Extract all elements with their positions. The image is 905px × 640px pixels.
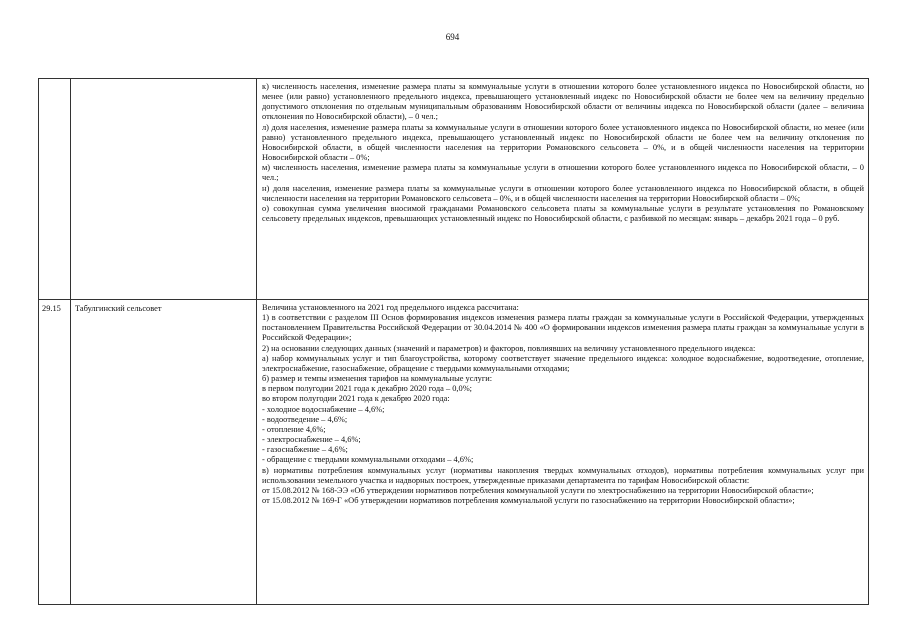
paragraph: в) нормативы потребления коммунальных услуг (нормативы накопления твердых коммунальных отходов), нормативы потребления коммунальных услуг при использовании земельного участка и надворных построек, утвержденные приказами департамента по тарифам Новосибирской области:	[262, 465, 864, 485]
paragraph: - водоотведение – 4,6%;	[262, 414, 348, 424]
paragraph: о) совокупная сумма увеличения вносимой гражданами Романовского сельсовета платы за коммунальные услуги в результате установления по Романовскому сельсовету предельных индексов, превышающих установленный индекс по Новосибирской области, с разбивкой по месяцам: январь – декабрь 2021 года – 0 руб.	[262, 203, 864, 224]
paragraph: 1) в соответствии с разделом III Основ формирования индексов изменения размера платы граждан за коммунальные услуги в Российской Федерации, утвержденных постановлением Правительства Российской Федерации от 30.04.2014 № 400 «О формировании индексов изменения размера платы граждан за коммунальные услуги в Российской Федерации»;	[262, 313, 864, 343]
paragraph: - обращение с твердыми коммунальными отходами – 4,6%;	[262, 455, 474, 465]
paragraph: во втором полугодии 2021 года к декабрю 2020 года:	[262, 394, 450, 404]
municipality-name	[71, 79, 256, 83]
table-row	[39, 300, 869, 605]
paragraph: Величина установленного на 2021 год предельного индекса рассчитана:	[262, 303, 519, 312]
description-cell	[257, 300, 869, 605]
paragraph: 2) на основании следующих данных (значений и параметров) и факторов, повлиявших на величину установленного предельного индекса:	[262, 343, 756, 353]
paragraph: л) доля населения, изменение размера платы за коммунальные услуги в отношении которого более установленного индекса по Новосибирской области, но менее (или равно) установленного предельного индекса, превышающего установленный индекс по Новосибирской области не более чем на величину отклонения по Новосибирской области, в общей численности населения на территории Романовского сельсовета – 0%, и в общей численности населения на территории Новосибирской области – 0%;	[262, 122, 864, 163]
description-cell	[257, 79, 869, 300]
paragraph: от 15.08.2012 № 168-ЭЭ «Об утверждении нормативов потребления коммунальной услуги по электроснабжению на территории Новосибирской области»;	[262, 485, 814, 495]
municipality-name: Табулгинский сельсовет	[75, 304, 162, 313]
paragraph: н) доля населения, изменение размера платы за коммунальные услуги в отношении которого более установленного индекса по Новосибирской области, в общей численности населения на территории Романовского сельсовета – 0%, и в общей численности населения на территории Новосибирской области – 0%;	[262, 183, 864, 203]
paragraph: в первом полугодии 2021 года к декабрю 2020 года – 0,0%;	[262, 384, 472, 394]
paragraph: м) численность населения, изменение размера платы за коммунальные услуги в отношении которого более установленного индекса по Новосибирской области, – 0 чел.;	[262, 163, 864, 183]
row-number: 29.15	[42, 304, 61, 313]
paragraph: б) размер и темпы изменения тарифов на коммунальные услуги:	[262, 374, 493, 384]
paragraph: а) набор коммунальных услуг и тип благоустройства, которому соответствует значение предельного индекса: холодное водоснабжение, водоотведение, отопление, электроснабжение, газоснабжение, обращение с твердыми коммунальными отходами;	[262, 353, 864, 373]
index-table	[38, 78, 869, 605]
table-row	[39, 79, 869, 300]
paragraph: - холодное водоснабжение – 4,6%;	[262, 404, 385, 414]
paragraph: от 15.08.2012 № 169-Г «Об утверждении нормативов потребления коммунальной услуги по газоснабжению на территории Новосибирской области»;	[262, 495, 795, 505]
page-number: 694	[445, 32, 460, 42]
municipality-cell	[71, 300, 257, 605]
paragraph: - газоснабжение – 4,6%;	[262, 445, 348, 455]
row-number-cell	[39, 79, 71, 300]
row-number-cell	[39, 300, 71, 605]
paragraph: к) численность населения, изменение размера платы за коммунальные услуги в отношении которого более установленного индекса по Новосибирской области, но менее (или равно) установленного предельного индекса, превышающего установленный индекс по Новосибирской области не более чем на величину предельно допустимого отклонения по отдельным муниципальным образованиям Новосибирской области от величины индекса по Новосибирской области (далее – величина отклонения по Новосибирской области), – 0 чел.;	[262, 82, 864, 122]
municipality-cell	[71, 79, 257, 300]
paragraph: - отопление 4,6%;	[262, 424, 326, 434]
paragraph: - электроснабжение – 4,6%;	[262, 435, 361, 445]
row-number	[39, 79, 70, 83]
